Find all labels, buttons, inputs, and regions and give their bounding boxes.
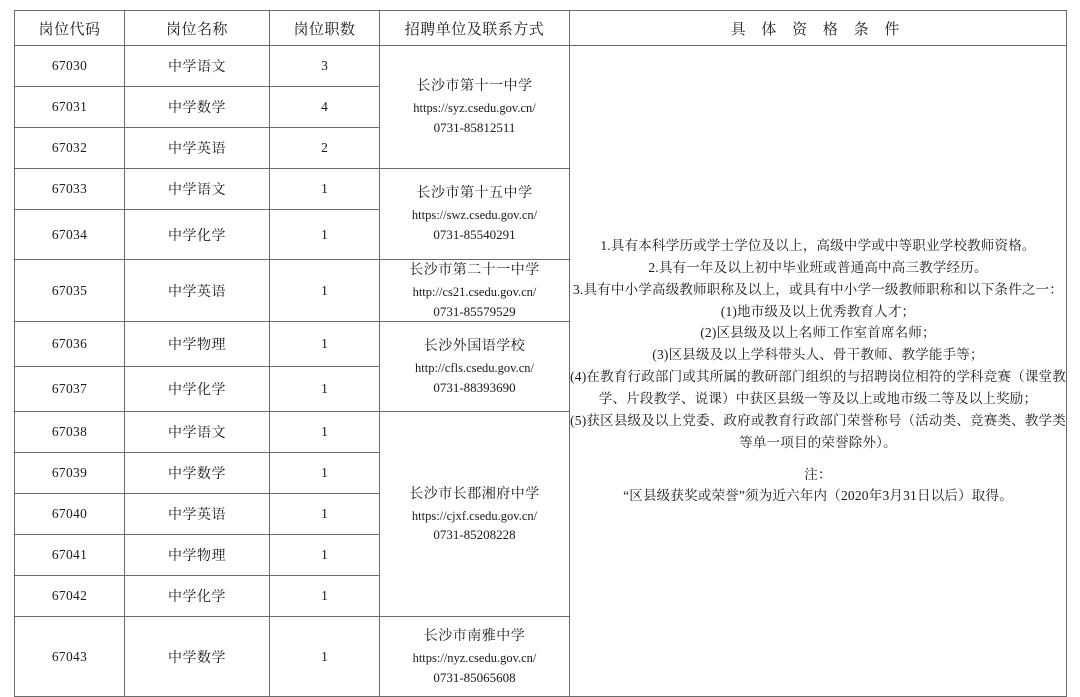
cell-recruiting-unit [380, 412, 570, 617]
header-qualifications: 具 体 资 格 条 件 [570, 11, 1067, 46]
cell-job-count: 1 [270, 169, 380, 210]
unit-phone: 0731-85208228 [433, 527, 516, 543]
table-row [15, 46, 1067, 87]
requirement-line: (4)在教育行政部门或其所属的教研部门组织的与招聘岗位相符的学科竞赛（课堂教学、片段教学、说课）中获区县级一等及以上或地市级二等及以上奖励； [570, 369, 1066, 406]
cell-job-code: 67040 [15, 494, 125, 535]
requirement-line: (5)获区县级及以上党委、政府或教育行政部门荣誉称号（活动类、竞赛类、教学类等单一项目的荣誉除外）。 [570, 412, 1066, 450]
unit-phone: 0731-85579529 [433, 303, 516, 319]
cell-job-count: 2 [270, 128, 380, 169]
cell-qualifications [570, 46, 1067, 697]
header-job-name: 岗位名称 [125, 11, 270, 46]
cell-job-count: 1 [270, 412, 380, 453]
unit-name: 长沙市南雅中学 [423, 629, 526, 645]
cell-job-code: 67033 [15, 169, 125, 210]
cell-job-count: 1 [270, 260, 380, 322]
cell-job-name: 中学化学 [125, 210, 270, 260]
cell-recruiting-unit [380, 260, 570, 322]
cell-job-name: 中学物理 [125, 535, 270, 576]
cell-job-count: 1 [270, 322, 380, 367]
requirement-line: 3.具有中小学高级教师职称及以上，或具有中小学一级教师职称和以下条件之一： [572, 281, 1064, 297]
cell-job-code: 67035 [15, 260, 125, 322]
requirement-line: (3)区县级及以上学科带头人、骨干教师、教学能手等； [652, 347, 984, 363]
unit-phone: 0731-85065608 [433, 669, 516, 685]
unit-name: 长沙市第十一中学 [416, 79, 533, 95]
cell-job-code: 67034 [15, 210, 125, 260]
unit-url[interactable]: https://syz.csedu.gov.cn/ [413, 101, 536, 116]
table-body [15, 46, 1067, 697]
cell-job-code: 67043 [15, 617, 125, 697]
cell-job-name: 中学物理 [125, 322, 270, 367]
cell-job-name: 中学数学 [125, 453, 270, 494]
requirement-note-text: “区县级获奖或荣誉”须为近六年内（2020年3月31日以后）取得。 [623, 488, 1013, 504]
cell-recruiting-unit [380, 169, 570, 260]
requirement-line: (2)区县级及以上名师工作室首席名师； [700, 325, 936, 341]
cell-job-code: 67039 [15, 453, 125, 494]
cell-job-code: 67036 [15, 322, 125, 367]
requirement-note-label: 注： [804, 466, 832, 482]
cell-job-count: 1 [270, 453, 380, 494]
requirement-line: (1)地市级及以上优秀教育人才； [720, 303, 916, 319]
cell-recruiting-unit [380, 46, 570, 169]
cell-job-name: 中学化学 [125, 576, 270, 617]
unit-url[interactable]: https://nyz.csedu.gov.cn/ [412, 651, 537, 666]
cell-job-name: 中学语文 [125, 169, 270, 210]
cell-job-count: 1 [270, 367, 380, 412]
unit-phone: 0731-88393690 [433, 379, 516, 395]
cell-job-count: 1 [270, 210, 380, 260]
cell-job-count: 3 [270, 46, 380, 87]
cell-job-count: 1 [270, 494, 380, 535]
unit-name: 长沙外国语学校 [423, 339, 526, 355]
cell-job-code: 67041 [15, 535, 125, 576]
unit-name: 长沙市第二十一中学 [409, 263, 540, 278]
cell-job-name: 中学英语 [125, 128, 270, 169]
unit-url[interactable]: https://swz.csedu.gov.cn/ [411, 208, 538, 223]
qualifications-text [570, 235, 1066, 507]
header-recruiting-unit: 招聘单位及联系方式 [380, 11, 570, 46]
cell-job-code: 67030 [15, 46, 125, 87]
cell-job-code: 67031 [15, 87, 125, 128]
cell-job-count: 1 [270, 617, 380, 697]
cell-job-name: 中学英语 [125, 494, 270, 535]
unit-name: 长沙市第十五中学 [416, 186, 533, 202]
unit-url[interactable]: https://cjxf.csedu.gov.cn/ [411, 508, 538, 523]
cell-job-count: 4 [270, 87, 380, 128]
unit-phone: 0731-85812511 [433, 120, 516, 136]
cell-job-code: 67038 [15, 412, 125, 453]
cell-job-count: 1 [270, 535, 380, 576]
cell-job-name: 中学英语 [125, 260, 270, 322]
job-positions-table [14, 10, 1067, 697]
unit-name: 长沙市长郡湘府中学 [409, 486, 540, 502]
requirement-spacer [570, 454, 1066, 464]
cell-job-name: 中学语文 [125, 412, 270, 453]
cell-job-name: 中学数学 [125, 617, 270, 697]
requirement-line: 1.具有本科学历或学士学位及以上，高级中学或中等职业学校教师资格。 [600, 237, 1036, 253]
cell-job-code: 67037 [15, 367, 125, 412]
header-job-count: 岗位职数 [270, 11, 380, 46]
cell-job-name: 中学化学 [125, 367, 270, 412]
unit-url[interactable]: http://cs21.csedu.gov.cn/ [412, 285, 537, 299]
unit-url[interactable]: http://cfls.csedu.gov.cn/ [415, 361, 534, 376]
cell-recruiting-unit [380, 322, 570, 412]
cell-job-code: 67032 [15, 128, 125, 169]
header-job-code: 岗位代码 [15, 11, 125, 46]
cell-job-name: 中学语文 [125, 46, 270, 87]
cell-recruiting-unit [380, 617, 570, 697]
unit-phone: 0731-85540291 [433, 227, 516, 243]
cell-job-name: 中学数学 [125, 87, 270, 128]
requirement-line: 2.具有一年及以上初中毕业班或普通高中高三教学经历。 [648, 259, 988, 275]
table-header [15, 11, 1067, 46]
table-header-row [15, 11, 1067, 46]
cell-job-count: 1 [270, 576, 380, 617]
cell-job-code: 67042 [15, 576, 125, 617]
